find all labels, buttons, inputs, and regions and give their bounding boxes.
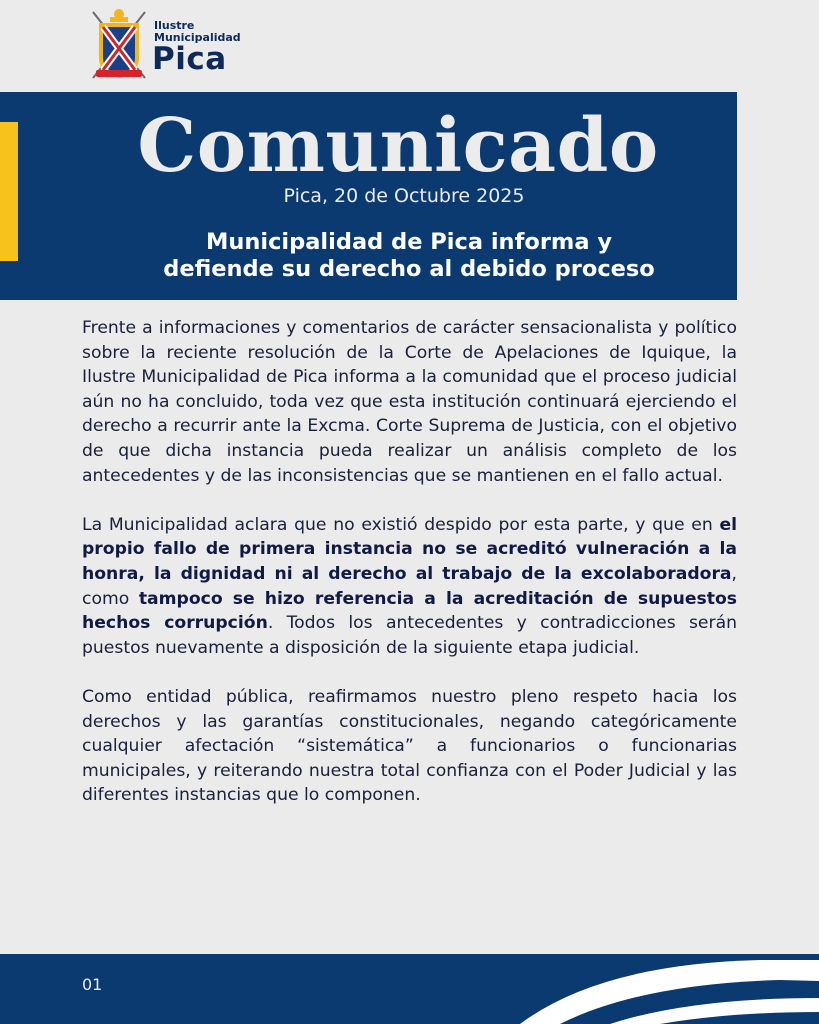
logo-text-ilustre: Ilustre: [154, 19, 195, 32]
paragraph-2: [82, 513, 737, 661]
headline: [0, 229, 818, 283]
paragraph-2-text: . Todos los antecedentes y contradicciones serán puestos nuevamente a disposición de la siguiente etapa judicial.: [82, 613, 737, 658]
paragraph-2-emphasis: el propio fallo de primera instancia no se acreditó vulneración a la honra, la dignidad ni al derecho al trabajo de la excolaboradora: [82, 514, 737, 584]
municipality-logo: [90, 8, 260, 84]
page-number: 01: [82, 975, 103, 994]
logo-text-pica: Pica: [152, 41, 227, 77]
headline-line-1: Municipalidad de Pica informa y: [205, 229, 613, 255]
paragraph-2-text: , como: [82, 563, 737, 609]
accent-bar: [0, 122, 18, 261]
page-title: Comunicado: [137, 103, 659, 189]
paragraph-2-emphasis: tampoco se hizo referencia a la acreditación de supuestos hechos corrupción: [82, 588, 738, 634]
statement-body: [82, 316, 737, 832]
paragraph-2-text: La Municipalidad aclara que no existió despido por esta parte, y que en: [82, 514, 720, 535]
paragraph-3: Como entidad pública, reafirmamos nuestro pleno respeto hacia los derechos y las garantías constitucionales, negando categóricamente cualquier afectación “sistemática” a funcionarios o funcionarias municipales, y reiterando nuestra total confianza con el Poder Judicial y las diferentes instancias que lo componen.: [82, 686, 737, 806]
logo-text-municipalidad: Municipalidad: [154, 31, 241, 44]
date-line: Pica, 20 de Octubre 2025: [283, 185, 525, 207]
footer-band: [0, 954, 819, 1024]
paragraph-1: Frente a informaciones y comentarios de carácter sensacionalista y político sobre la reciente resolución de la Corte de Apelaciones de Iquique, la Ilustre Municipalidad de Pica informa a la comunidad que el proceso judicial aún no ha concluido, toda vez que esta institución continuará ejerciendo el derecho a recurrir ante la Excma. Corte Suprema de Justicia, con el objetivo de que dicha instancia pueda realizar un análisis completo de los antecedentes y de las inconsistencias que se mantienen en el fallo actual.: [82, 318, 737, 486]
wave-decoration: [0, 954, 819, 1024]
headline-line-2: defiende su derecho al debido proceso: [163, 256, 655, 282]
coat-of-arms-icon: [90, 8, 148, 82]
header-banner: [0, 92, 737, 300]
